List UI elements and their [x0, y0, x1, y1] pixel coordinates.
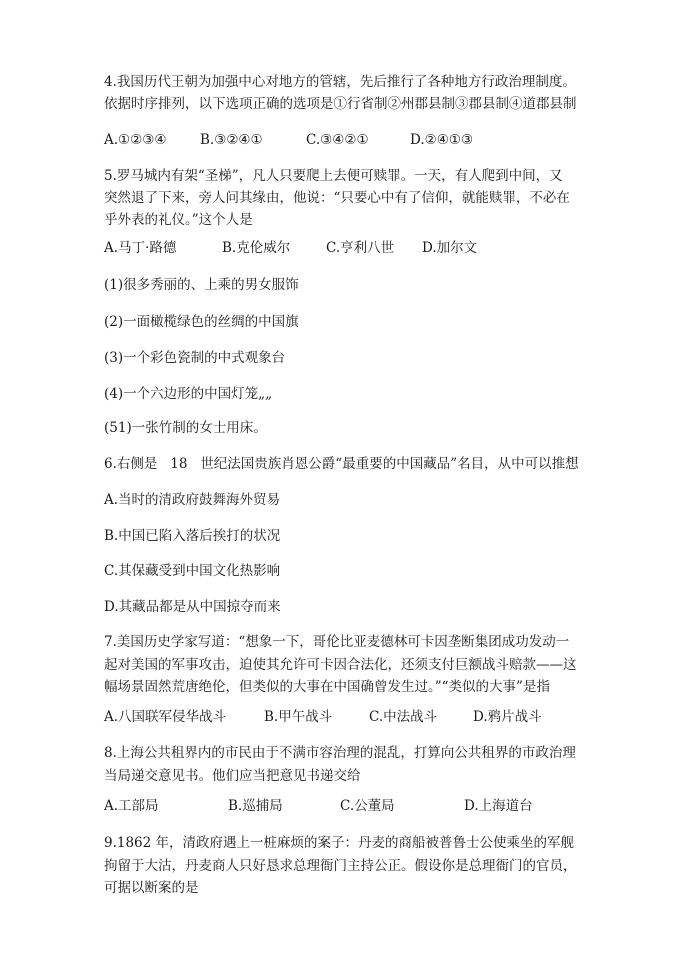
q6-option-d: D.其藏品都是从中国掠夺而来	[104, 599, 281, 615]
q7-option-a: A.八国联军侵华战斗	[104, 709, 227, 725]
q5-option-c: C.亨利八世	[326, 240, 395, 256]
q7-option-d: D.鸦片战斗	[473, 709, 542, 725]
q4-option-d: D.②④①③	[410, 132, 474, 148]
q5-option-b: B.克伦威尔	[222, 240, 291, 256]
q8-option-b: B.巡捕局	[228, 798, 283, 814]
q6-option-b: B.中国已陷入落后挨打的状况	[104, 528, 281, 544]
q7-stem-line-1: 7.美国历史学家写道：“想象一下，哥伦比亚麦德林可卡因垄断集团成功发动一	[104, 634, 570, 650]
q5-stem-line-3: 乎外表的礼仪。”这个人是	[104, 212, 253, 228]
q7-stem-line-3: 幅场景固然荒唐绝伦，但类似的大事在中国确曾发生过。”“类似的大事”是指	[104, 679, 550, 695]
collection-list-item: (2)一面橄榄绿色的丝绸的中国旗	[104, 314, 299, 330]
q4-option-c: C.③④②①	[306, 132, 369, 148]
q8-option-a: A.工部局	[104, 798, 159, 814]
q5-stem-line-1: 5.罗马城内有架“圣梯”，凡人只要爬上去便可赎罪。一天，有人爬到中间，又	[104, 168, 563, 184]
q7-stem-line-2: 起对美国的军事攻击，迫使其允许可卡因合法化，还须支付巨额战斗赔款——这	[104, 657, 577, 673]
collection-list-item: (3)一个彩色瓷制的中式观象台	[104, 350, 286, 366]
q9-stem-line-3: 可据以断案的是	[104, 880, 199, 896]
q7-option-c: C.中法战斗	[369, 709, 438, 725]
q5-stem-line-2: 突然退了下来，旁人问其缘由，他说：“只要心中有了信仰，就能赎罪，不必在	[104, 190, 570, 206]
q7-option-b: B.甲午战斗	[264, 709, 333, 725]
q4-option-b: B.③②④①	[200, 132, 263, 148]
q6-stem-line-1: 6.右侧是 18 世纪法国贵族肖恩公爵“最重要的中国藏品”名目，从中可以推想	[104, 456, 579, 472]
q4-stem-line-2: 依据时序排列，以下选项正确的选项是①行省制②州郡县制③郡县制④道郡县制	[104, 96, 577, 112]
q8-options	[104, 796, 533, 816]
q6-option-c: C.其保藏受到中国文化热影响	[104, 563, 281, 579]
q8-stem-line-2: 当局递交意见书。他们应当把意见书递交给	[104, 768, 361, 784]
q5-option-a: A.马丁·路德	[104, 240, 177, 256]
q7-options	[104, 707, 542, 727]
q4-options	[104, 130, 473, 150]
q4-option-a: A.①②③④	[104, 132, 167, 148]
q8-option-d: D.上海道台	[464, 798, 533, 814]
collection-list-item: (1)很多秀丽的、上乘的男女服饰	[104, 277, 299, 293]
q9-stem-line-1: 9.1862 年，清政府遇上一桩麻烦的案子：丹麦的商船被普鲁士公使乘坐的军舰	[104, 835, 575, 851]
q5-option-d: D.加尔文	[422, 240, 478, 256]
q4-stem-line-1: 4.我国历代王朝为加强中心对地方的管辖，先后推行了各种地方行政治理制度。	[104, 74, 576, 90]
q5-options	[104, 238, 477, 258]
collection-list-item: (4)一个六边形的中国灯笼„„	[104, 386, 273, 402]
q8-stem-line-1: 8.上海公共租界内的市民由于不满市容治理的混乱，打算向公共租界的市政治理	[104, 745, 576, 761]
q9-stem-line-2: 拘留于大沽，丹麦商人只好恳求总理衙门主持公正。假设你是总理衙门的官员，	[104, 858, 577, 874]
collection-list-item: (51)一张竹制的女士用床。	[104, 420, 267, 436]
q6-option-a: A.当时的清政府鼓舞海外贸易	[104, 492, 281, 508]
q8-option-c: C.公董局	[340, 798, 395, 814]
